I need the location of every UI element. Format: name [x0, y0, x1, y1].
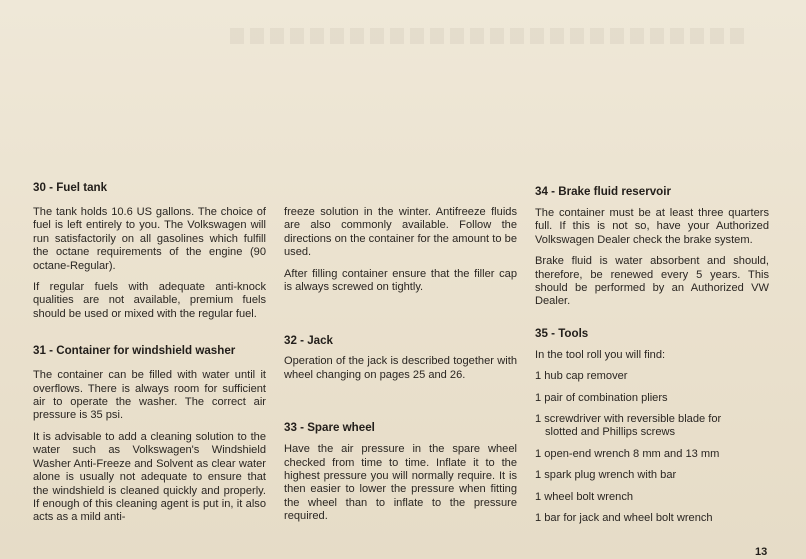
section-31-title: 31 - Container for windshield washer	[33, 344, 236, 358]
section-30-title: 30 - Fuel tank	[33, 181, 108, 194]
section-33-title: 33 - Spare wheel	[284, 421, 375, 435]
tool-item: 1 wheel bolt wrench	[535, 490, 634, 503]
section-34-title: 34 - Brake fluid reservoir	[535, 185, 671, 198]
page-number: 13	[755, 546, 768, 558]
tool-item: 1 spark plug wrench with bar	[535, 469, 677, 482]
section-31-paragraph-1: The container can be filled with water until it overflows. There is always room for sufficient air to operate the washer. The correct air pressure is 35 psi.	[33, 369, 266, 422]
section-35-title: 35 - Tools	[535, 326, 589, 340]
section-31-paragraph-3: freeze solution in the winter. Antifreeze fluids are also commonly available. Follow the directions on the container for the amount to be used.	[284, 206, 517, 259]
tools-list	[535, 349, 769, 526]
tool-item-continuation: slotted and Phillips screws	[545, 426, 676, 439]
section-34-paragraph-2: Brake fluid is water absorbent and should, therefore, be renewed every 5 years. This should be performed by an Authorized VW Dealer.	[535, 255, 769, 308]
column-left	[33, 181, 266, 525]
section-32-title: 32 - Jack	[284, 334, 333, 348]
section-34-paragraph-1: The container must be at least three quarters full. If this is not so, have your Authorized Volkswagen Dealer check the brake system.	[535, 207, 769, 246]
section-31-paragraph-2: It is advisable to add a cleaning solution to the water such as Volkswagen's Windshield Washer Anti-Freeze and Solvent as clear water alone is usually not adequate to ensure that the windshield is cleaned quickly and properly. If enough of this cleaning agent is put in, it also acts as a mild anti-	[33, 430, 266, 524]
tools-intro: In the tool roll you will find:	[535, 348, 666, 361]
column-middle	[284, 206, 517, 524]
section-31-paragraph-4: After filling container ensure that the filler cap is always screwed on tightly.	[284, 267, 517, 294]
section-32-paragraph-1: Operation of the jack is described together with wheel changing on pages 25 and 26.	[284, 355, 517, 381]
tool-item: 1 bar for jack and wheel bolt wrench	[535, 512, 713, 525]
column-right	[535, 185, 769, 526]
tool-item: 1 pair of combination pliers	[535, 391, 668, 404]
section-30-paragraph-2: If regular fuels with adequate anti-knock qualities are not available, premium fuels should be used or mixed with the regular fuel.	[33, 281, 266, 320]
section-30-paragraph-1: The tank holds 10.6 US gallons. The choice of fuel is left entirely to you. The Volkswagen will run satisfactorily on all gasolines which fulfill the octane requirements of the engine (90 octane-Regular).	[33, 206, 266, 272]
bleed-through-header	[230, 28, 750, 44]
tool-item: 1 open-end wrench 8 mm and 13 mm	[535, 447, 720, 460]
tool-item: 1 hub cap remover	[535, 370, 628, 383]
tool-item: 1 screwdriver with reversible blade for	[535, 413, 722, 426]
section-33-paragraph-1: Have the air pressure in the spare wheel checked from time to time. Inflate it to the highest pressure you will normally require. It is then easier to lower the pressure when fitting the wheel than to inflate to the pressure required.	[284, 443, 517, 523]
